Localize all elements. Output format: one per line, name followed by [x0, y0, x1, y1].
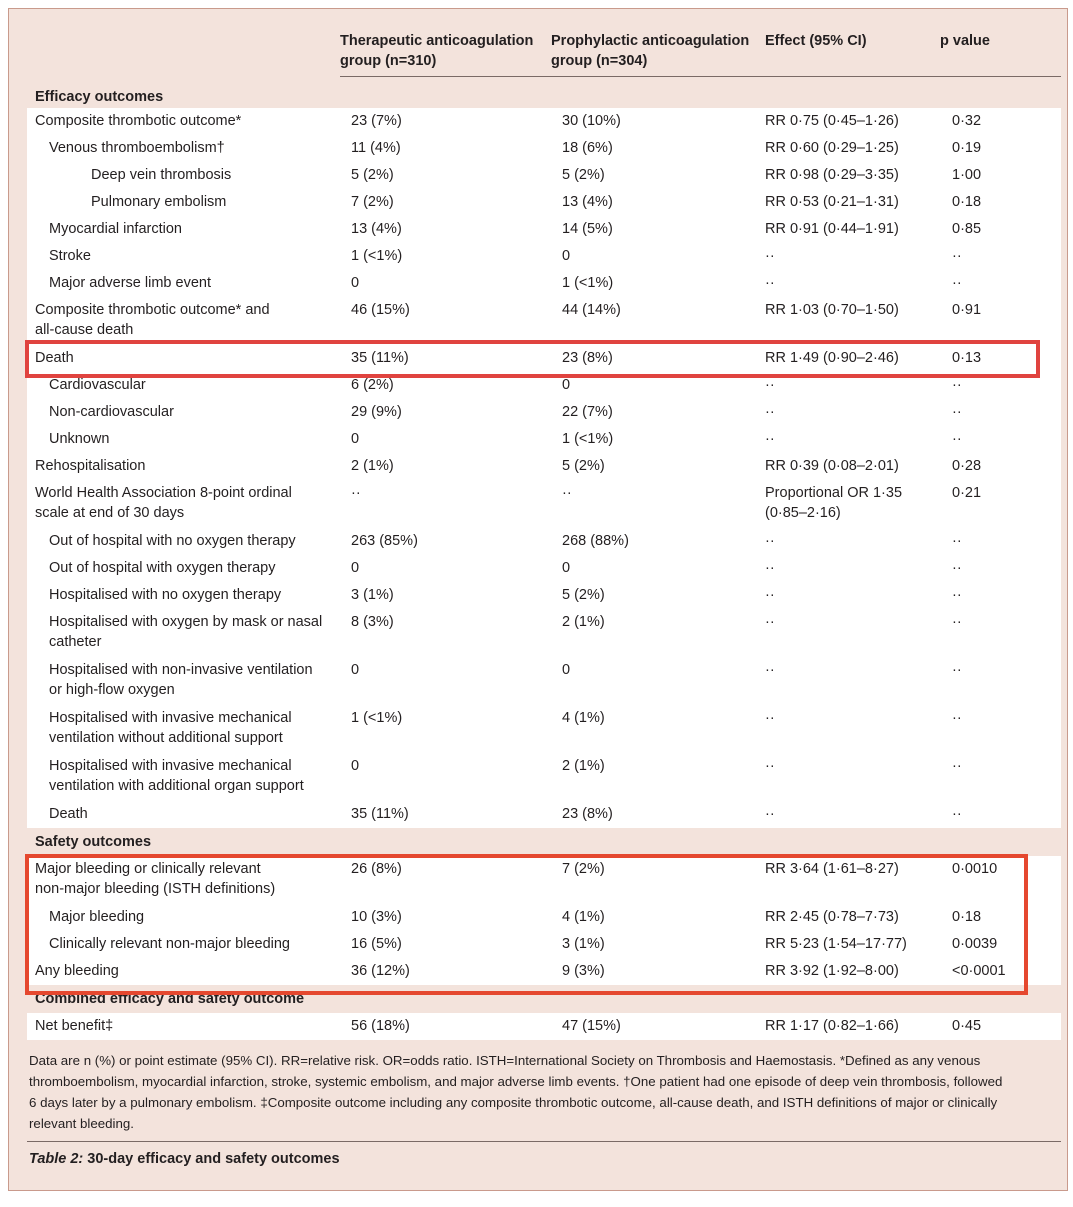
p-value: 0·13 [952, 350, 982, 366]
therapeutic-value: 26 (8%) [351, 861, 402, 877]
therapeutic-value: 5 (2%) [351, 167, 394, 183]
p-value: 0·28 [952, 458, 982, 474]
therapeutic-value: 56 (18%) [351, 1018, 410, 1034]
therapeutic-value: 16 (5%) [351, 936, 402, 952]
therapeutic-value: 46 (15%) [351, 302, 410, 318]
prophylactic-value: 0 [562, 248, 571, 264]
therapeutic-value: 2 (1%) [351, 458, 394, 474]
row-label: Hospitalised with non-invasive ventilation or high-flow oxygen [49, 662, 313, 698]
effect-value: RR 3·92 (1·92–8·00) [765, 963, 899, 979]
caption-rule [27, 1141, 1061, 1142]
effect-value: Proportional OR 1·35 (0·85–2·16) [765, 485, 903, 521]
row-label: Myocardial infarction [49, 221, 182, 237]
p-value: ·· [952, 806, 962, 822]
prophylactic-value: 5 (2%) [562, 458, 605, 474]
row-label: Composite thrombotic outcome* and all-cause death [35, 302, 270, 338]
p-value: 0·45 [952, 1018, 982, 1034]
p-value: ·· [952, 758, 962, 774]
safety-outcomes-highlight [25, 854, 1028, 995]
prophylactic-value: 4 (1%) [562, 909, 605, 925]
row-label: Major adverse limb event [49, 275, 211, 291]
p-value: ·· [952, 275, 962, 291]
row-label: Out of hospital with no oxygen therapy [49, 533, 296, 549]
row-label: Unknown [49, 431, 110, 447]
prophylactic-value: 0 [562, 662, 571, 678]
header-rule [340, 76, 1061, 77]
therapeutic-value: 35 (11%) [351, 350, 409, 366]
prophylactic-value: 7 (2%) [562, 861, 605, 877]
row-label: Cardiovascular [49, 377, 146, 393]
p-value: 0·0010 [952, 861, 998, 877]
section-title: Safety outcomes [35, 834, 152, 850]
row-label: Hospitalised with invasive mechanical ventilation without additional support [49, 710, 292, 746]
effect-value: RR 0·39 (0·08–2·01) [765, 458, 899, 474]
p-value: 0·18 [952, 909, 982, 925]
row-label: Death [35, 350, 74, 366]
effect-value: ·· [765, 758, 775, 774]
effect-value: RR 5·23 (1·54–17·77) [765, 936, 907, 952]
effect-value: RR 2·45 (0·78–7·73) [765, 909, 899, 925]
therapeutic-value: 0 [351, 560, 360, 576]
effect-value: RR 0·60 (0·29–1·25) [765, 140, 899, 156]
p-value: 0·85 [952, 221, 982, 237]
section-title: Combined efficacy and safety outcome [35, 991, 305, 1007]
p-value: 0·18 [952, 194, 982, 210]
row-label: Hospitalised with oxygen by mask or nasal catheter [49, 614, 323, 650]
p-value: ·· [952, 533, 962, 549]
therapeutic-value: 263 (85%) [351, 533, 418, 549]
therapeutic-value: 13 (4%) [351, 221, 402, 237]
p-value: ·· [952, 377, 962, 393]
therapeutic-value: 0 [351, 758, 360, 774]
therapeutic-value: 8 (3%) [351, 614, 394, 630]
effect-value: ·· [765, 710, 775, 726]
row-label: Venous thromboembolism† [49, 140, 225, 156]
row-label: Major bleeding [49, 909, 145, 925]
prophylactic-value: 9 (3%) [562, 963, 605, 979]
row-label: Composite thrombotic outcome* [35, 113, 242, 129]
therapeutic-value: 0 [351, 662, 360, 678]
prophylactic-value: 47 (15%) [562, 1018, 621, 1034]
table-page [8, 8, 1068, 1191]
prophylactic-value: 5 (2%) [562, 587, 605, 603]
col-header-effect: Effect (95% CI) [765, 33, 867, 49]
row-label: Out of hospital with oxygen therapy [49, 560, 276, 576]
p-value: 1·00 [952, 167, 982, 183]
prophylactic-value: 5 (2%) [562, 167, 605, 183]
p-value: ·· [952, 560, 962, 576]
section-title: Efficacy outcomes [35, 89, 164, 105]
therapeutic-value: 6 (2%) [351, 377, 394, 393]
therapeutic-value: 7 (2%) [351, 194, 394, 210]
row-label: Deep vein thrombosis [91, 167, 232, 183]
therapeutic-value: 11 (4%) [351, 140, 401, 156]
therapeutic-value: 1 (<1%) [351, 248, 403, 264]
row-label: Death [49, 806, 88, 822]
row-label: Hospitalised with no oxygen therapy [49, 587, 282, 603]
therapeutic-value: 35 (11%) [351, 806, 409, 822]
therapeutic-value: 36 (12%) [351, 963, 410, 979]
prophylactic-value: 1 (<1%) [562, 275, 614, 291]
effect-value: RR 0·75 (0·45–1·26) [765, 113, 899, 129]
prophylactic-value: 1 (<1%) [562, 431, 614, 447]
effect-value: ·· [765, 431, 775, 447]
prophylactic-value: 30 (10%) [562, 113, 621, 129]
p-value: ·· [952, 587, 962, 603]
effect-value: ·· [765, 560, 775, 576]
p-value: ·· [952, 431, 962, 447]
therapeutic-value: 29 (9%) [351, 404, 402, 420]
effect-value: ·· [765, 404, 775, 420]
effect-value: RR 0·91 (0·44–1·91) [765, 221, 899, 237]
prophylactic-value: 0 [562, 377, 571, 393]
col-header-p-value: p value [940, 33, 990, 49]
row-label: Major bleeding or clinically relevant non-major bleeding (ISTH definitions) [35, 861, 276, 897]
therapeutic-value: ·· [351, 485, 361, 501]
prophylactic-value: ·· [562, 485, 572, 501]
p-value: ·· [952, 248, 962, 264]
therapeutic-value: 1 (<1%) [351, 710, 403, 726]
effect-value: ·· [765, 248, 775, 264]
p-value: 0·32 [952, 113, 982, 129]
effect-value: ·· [765, 533, 775, 549]
table-footnote: Data are n (%) or point estimate (95% CI). RR=relative risk. OR=odds ratio. ISTH=International Society on Thrombosis and Haemostasis. *Defined as any venous thromboembolism, myocardial infarction, stroke, systemic embolism, and major adverse limb events. †One patient had one episode of deep vein thrombosis, followed 6 days later by a pulmonary embolism. ‡Composite outcome including any composite thrombotic outcome, all-cause death, and ISTH definitions of major or clinically relevant bleeding. [29, 1053, 1003, 1131]
row-label: Rehospitalisation [35, 458, 146, 474]
p-value: ·· [952, 404, 962, 420]
prophylactic-value: 2 (1%) [562, 758, 605, 774]
prophylactic-value: 268 (88%) [562, 533, 629, 549]
row-label: Hospitalised with invasive mechanical ventilation with additional organ support [49, 758, 304, 794]
row-label: World Health Association 8-point ordinal scale at end of 30 days [35, 485, 292, 521]
prophylactic-value: 23 (8%) [562, 350, 613, 366]
p-value: ·· [952, 710, 962, 726]
prophylactic-value: 3 (1%) [562, 936, 605, 952]
prophylactic-value: 0 [562, 560, 571, 576]
prophylactic-value: 18 (6%) [562, 140, 613, 156]
effect-value: ·· [765, 377, 775, 393]
effect-value: ·· [765, 662, 775, 678]
prophylactic-value: 2 (1%) [562, 614, 605, 630]
p-value: 0·0039 [952, 936, 998, 952]
therapeutic-value: 0 [351, 275, 360, 291]
effect-value: ·· [765, 275, 775, 291]
col-header-therapeutic: Therapeutic anticoagulation group (n=310) [340, 33, 534, 69]
p-value: 0·19 [952, 140, 982, 156]
effect-value: RR 1·17 (0·82–1·66) [765, 1018, 899, 1034]
effect-value: RR 1·49 (0·90–2·46) [765, 350, 899, 366]
therapeutic-value: 23 (7%) [351, 113, 402, 129]
effect-value: RR 1·03 (0·70–1·50) [765, 302, 899, 318]
p-value: ·· [952, 662, 962, 678]
p-value: ·· [952, 614, 962, 630]
section-band [27, 1013, 1061, 1040]
therapeutic-value: 0 [351, 431, 360, 447]
effect-value: ·· [765, 614, 775, 630]
prophylactic-value: 22 (7%) [562, 404, 613, 420]
prophylactic-value: 44 (14%) [562, 302, 621, 318]
row-label: Any bleeding [35, 963, 119, 979]
p-value: 0·91 [952, 302, 982, 318]
row-label: Net benefit‡ [35, 1018, 114, 1034]
prophylactic-value: 23 (8%) [562, 806, 613, 822]
prophylactic-value: 4 (1%) [562, 710, 605, 726]
effect-value: RR 0·98 (0·29–3·35) [765, 167, 899, 183]
therapeutic-value: 3 (1%) [351, 587, 394, 603]
row-label: Non-cardiovascular [49, 404, 174, 420]
effect-value: RR 0·53 (0·21–1·31) [765, 194, 899, 210]
row-label: Clinically relevant non-major bleeding [49, 936, 290, 952]
effect-value: ·· [765, 806, 775, 822]
effect-value: ·· [765, 587, 775, 603]
prophylactic-value: 13 (4%) [562, 194, 613, 210]
prophylactic-value: 14 (5%) [562, 221, 613, 237]
death-row-highlight [25, 340, 1040, 378]
p-value: 0·21 [952, 485, 982, 501]
therapeutic-value: 10 (3%) [351, 909, 402, 925]
effect-value: RR 3·64 (1·61–8·27) [765, 861, 899, 877]
p-value: <0·0001 [952, 963, 1006, 979]
row-label: Stroke [49, 248, 91, 264]
row-label: Pulmonary embolism [91, 194, 227, 210]
col-header-prophylactic: Prophylactic anticoagulation group (n=304) [551, 33, 750, 69]
table-caption: Table 2: 30-day efficacy and safety outcomes [29, 1151, 340, 1167]
